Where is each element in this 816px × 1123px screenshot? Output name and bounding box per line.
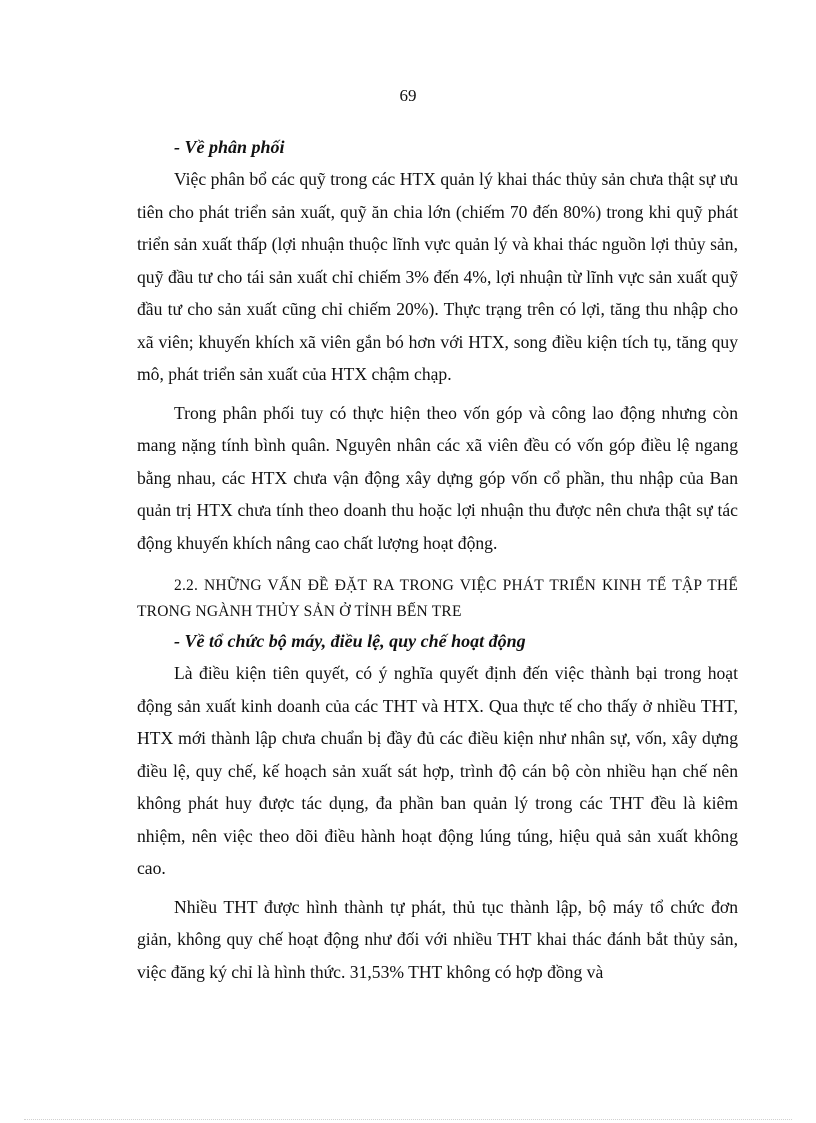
paragraph: Nhiều THT được hình thành tự phát, thủ tục thành lập, bộ máy tổ chức đơn giản, không quy chế hoạt động như đối với nhiều THT khai thác đánh bắt thủy sản, việc đăng ký chỉ là hình thức. 31,53% THT không có hợp đồng và: [137, 896, 738, 982]
paragraph: Trong phân phối tuy có thực hiện theo vốn góp và công lao động nhưng còn mang nặng tính bình quân. Nguyên nhân các xã viên đều có vốn góp điều lệ ngang bằng nhau, các HTX chưa vận động xây dựng góp vốn cổ phần, thu nhập của Ban quản trị HTX chưa tính theo doanh thu hoặc lợi nhuận thu được nên chưa thật sự tác động khuyến khích nâng cao chất lượng hoạt động.: [137, 402, 738, 553]
page-bottom-border: [24, 1119, 792, 1120]
page-number: 69: [399, 86, 417, 105]
section-title: 2.2. NHỮNG VẤN ĐỀ ĐẶT RA TRONG VIỆC PHÁT TRIỂN KINH TẾ TẬP THỂ TRONG NGÀNH THỦY SẢN Ở TỈNH BẾN TRE: [137, 577, 738, 620]
section-heading-organization: - Về tổ chức bộ máy, điều lệ, quy chế hoạt động: [174, 631, 526, 651]
document-body: [137, 131, 738, 988]
paragraph: Là điều kiện tiên quyết, có ý nghĩa quyết định đến việc thành bại trong hoạt động sản xuất kinh doanh của các THT và HTX. Qua thực tế cho thấy ở nhiều THT, HTX mới thành lập chưa chuẩn bị đầy đủ các điều kiện như nhân sự, vốn, xây dựng điều lệ, quy chế, kế hoạch sản xuất sát hợp, trình độ cán bộ còn nhiều hạn chế nên không phát huy được tác dụng, đa phần ban quản lý trong các THT đều là kiêm nhiệm, nên việc theo dõi điều hành hoạt động lúng túng, hiệu quả sản xuất không cao.: [137, 663, 738, 878]
section-heading-distribution: - Về phân phối: [174, 137, 285, 157]
paragraph: Việc phân bổ các quỹ trong các HTX quản lý khai thác thủy sản chưa thật sự ưu tiên cho phát triển sản xuất, quỹ ăn chia lớn (chiếm 70 đến 80%) trong khi quỹ phát triển sản xuất thấp (lợi nhuận thuộc lĩnh vực quản lý và khai thác nguồn lợi thủy sản, quỹ đầu tư cho tái sản xuất chỉ chiếm 3% đến 4%, lợi nhuận từ lĩnh vực sản xuất quỹ đầu tư cho sản xuất cũng chỉ chiếm 20%). Thực trạng trên có lợi, tăng thu nhập cho xã viên; khuyến khích xã viên gắn bó hơn với HTX, song điều kiện tích tụ, tăng quy mô, phát triển sản xuất của HTX chậm chạp.: [137, 169, 738, 384]
